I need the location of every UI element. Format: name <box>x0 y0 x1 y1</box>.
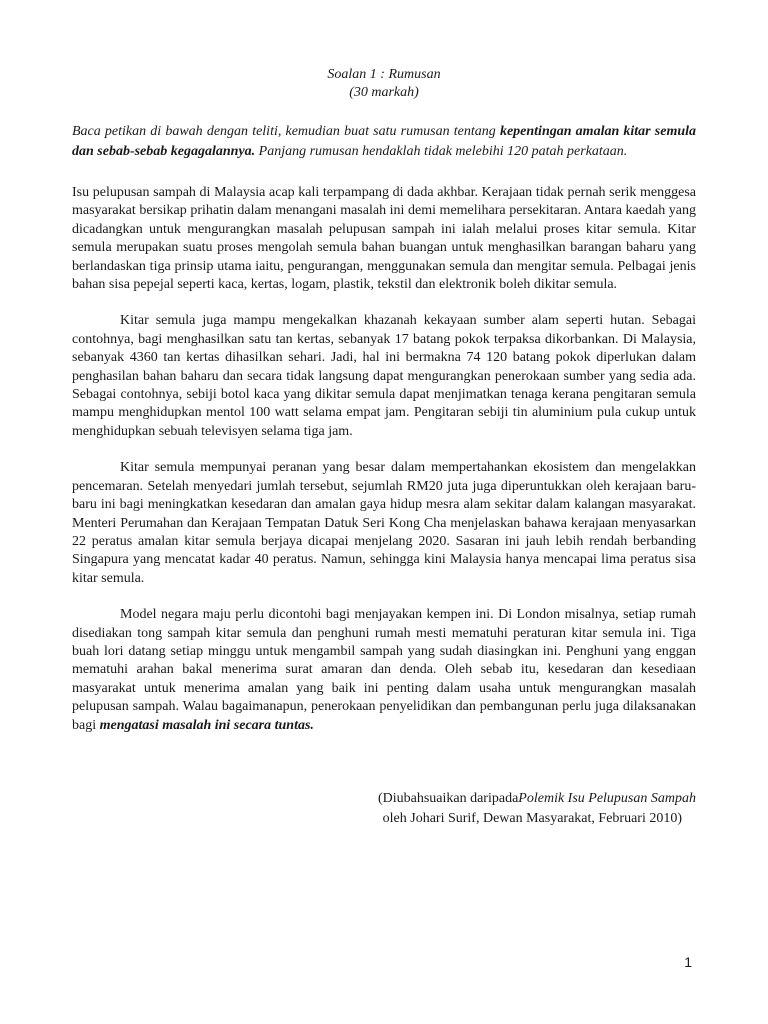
paragraph-1: Isu pelupusan sampah di Malaysia acap kali terpampang di dada akhbar. Kerajaan tidak pernah serik menggesa masyarakat bersikap prihatin dalam menangani masalah ini demi memelihara persekitaran. Antara kaedah yang dicadangkan untuk mengurangkan masalah pelupusan sampah ini ialah melalui proses kitar semula. Kitar semula merupakan suatu proses mengolah semula bahan buangan untuk menghasilkan barangan baharu yang berlandaskan tiga prinsip utama iaitu, pengurangan, menggunakan semula dan mengitar semula. Pelbagai jenis bahan sisa pepejal seperti kaca, kertas, logam, plastik, tekstil dan elektronik boleh dikitar semula. <box>72 185 696 293</box>
paragraph-4-body: Model negara maju perlu dicontohi bagi menjayakan kempen ini. Di London misalnya, setiap rumah disediakan tong sampah kitar semula dan penghuni rumah mesti mematuhi peraturan kitar semula ini. Tiga buah lori datang setiap minggu untuk mengambil sampah yang sudah diasingkan ini. Penghuni yang enggan mematuhi arahan bakal menerima surat amaran dan denda. Oleh sebab itu, kesedaran dan kesediaan masyarakat untuk menerima amalan yang baik ini penting dalam usaha untuk mengurangkan masalah pelupusan sampah. Walau bagaimanapun, penerokaan penyelidikan dan pembangunan perlu juga dilaksanakan bagi <box>72 607 696 733</box>
document-page <box>72 66 696 829</box>
question-heading: Soalan 1 : Rumusan <box>327 67 441 82</box>
instruction-lead: Baca petikan di bawah dengan teliti, kemudian buat satu rumusan tentang <box>72 124 500 139</box>
instruction-text <box>72 122 696 162</box>
paragraph-4-emphasis: mengatasi masalah ini secara tuntas. <box>99 717 314 733</box>
question-title <box>72 66 696 102</box>
source-title: Polemik Isu Pelupusan Sampah <box>518 790 696 806</box>
page-number: 1 <box>684 954 692 970</box>
paragraph-4 <box>72 606 696 735</box>
source-prefix: (Diubahsuaikan daripada <box>377 790 519 806</box>
question-marks: (30 markah) <box>349 85 419 100</box>
instruction-tail: Panjang rumusan hendaklah tidak melebihi 120 patah perkataan. <box>255 144 628 159</box>
instruction-emphasis: kepentingan amalan kitar semula dan sebab-sebab kegagalannya. <box>72 124 697 159</box>
source-line-1 <box>72 789 696 809</box>
paragraph-3: Kitar semula mempunyai peranan yang besar dalam mempertahankan ekosistem dan mengelakkan pencemaran. Setelah menyedari jumlah tersebut, sejumlah RM20 juta juga diperuntukkan oleh kerajaan baru-baru ini bagi meningkatkan kesedaran dan amalan gaya hidup mesra alam sekitar dalam kalangan masyarakat. Menteri Perumahan dan Kerajaan Tempatan Datuk Seri Kong Cha menjelaskan bahawa kerajaan menyasarkan 22 peratus amalan kitar semula berjaya dicapai menjelang 2020. Sasaran ini jauh lebih rendah berbanding Singapura yang mencatat kadar 40 peratus. Namun, sehingga kini Malaysia hanya mencapai lima peratus sisa kitar semula. <box>72 460 696 586</box>
paragraph-2: Kitar semula juga mampu mengekalkan khazanah kekayaan sumber alam seperti hutan. Sebagai contohnya, bagi menghasilkan satu tan kertas, sebanyak 17 batang pokok terpaksa dikorbankan. Di Malaysia, sebanyak 4360 tan kertas dihasilkan sehari. Jadi, hal ini bermakna 74 120 batang pokok diperlukan dalam penghasilan bahan baharu dan secara tidak langsung dapat mengurangkan penerokaan sumber yang sedia ada. Sebagai contohnya, sebiji botol kaca yang dikitar semula dapat menjimatkan tenaga kerana pengitaran semula mampu menghidupkan mentol 100 watt selama empat jam. Pengitaran sebiji tin aluminium pula cukup untuk menghidupkan sebuah televisyen selama tiga jam. <box>72 313 696 439</box>
source-citation <box>72 789 696 829</box>
source-line-2: oleh Johari Surif, Dewan Masyarakat, Februari 2010) <box>382 810 682 826</box>
